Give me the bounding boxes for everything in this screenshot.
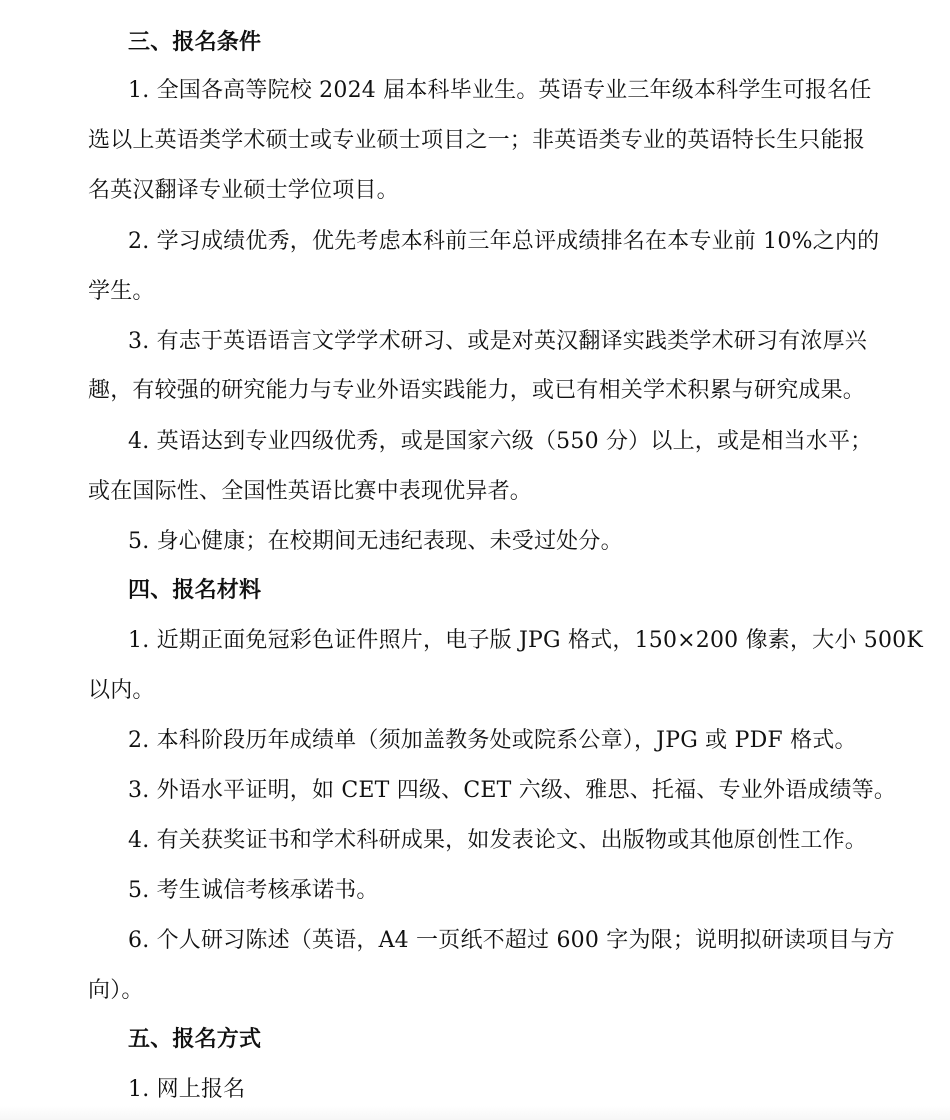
paragraph-line: 4. 有关获奖证书和学术科研成果，如发表论文、出版物或其他原创性工作。 — [128, 828, 867, 853]
paragraph-line: 1. 网上报名 — [128, 1077, 246, 1102]
paragraph-line: 以内。 — [88, 678, 155, 703]
paragraph-line: 趣，有较强的研究能力与专业外语实践能力，或已有相关学术积累与研究成果。 — [88, 378, 866, 403]
paragraph-line: 向）。 — [88, 978, 144, 1003]
paragraph-line: 1. 近期正面免冠彩色证件照片，电子版 JPG 格式，150×200 像素，大小 500K — [128, 628, 923, 653]
section-heading-3: 三、报名条件 — [128, 30, 262, 55]
page-bottom-shade — [0, 1106, 950, 1120]
paragraph-line: 4. 英语达到专业四级优秀，或是国家六级（550 分）以上，或是相当水平； — [128, 429, 873, 454]
paragraph-line: 2. 学习成绩优秀，优先考虑本科前三年总评成绩排名在本专业前 10%之内的 — [128, 229, 880, 254]
paragraph-line: 学生。 — [88, 279, 155, 304]
paragraph-line: 5. 身心健康；在校期间无违纪表现、未受过处分。 — [128, 529, 623, 554]
paragraph-line: 3. 有志于英语语言文学学术研习、或是对英汉翻译实践类学术研习有浓厚兴 — [128, 329, 867, 354]
section-heading-4: 四、报名材料 — [128, 578, 262, 603]
paragraph-line: 名英汉翻译专业硕士学位项目。 — [88, 178, 399, 203]
paragraph-line: 6. 个人研习陈述（英语，A4 一页纸不超过 600 字为限；说明拟研读项目与方 — [128, 928, 895, 953]
section-heading-5: 五、报名方式 — [128, 1027, 262, 1052]
paragraph-line: 2. 本科阶段历年成绩单（须加盖教务处或院系公章），JPG 或 PDF 格式。 — [128, 728, 857, 753]
paragraph-line: 5. 考生诚信考核承诺书。 — [128, 878, 379, 903]
paragraph-line: 3. 外语水平证明，如 CET 四级、CET 六级、雅思、托福、专业外语成绩等。 — [128, 778, 897, 803]
paragraph-line: 选以上英语类学术硕士或专业硕士项目之一；非英语类专业的英语特长生只能报 — [88, 128, 866, 153]
paragraph-line: 或在国际性、全国性英语比赛中表现优异者。 — [88, 479, 533, 504]
paragraph-line: 1. 全国各高等院校 2024 届本科毕业生。英语专业三年级本科学生可报名任 — [128, 78, 872, 103]
